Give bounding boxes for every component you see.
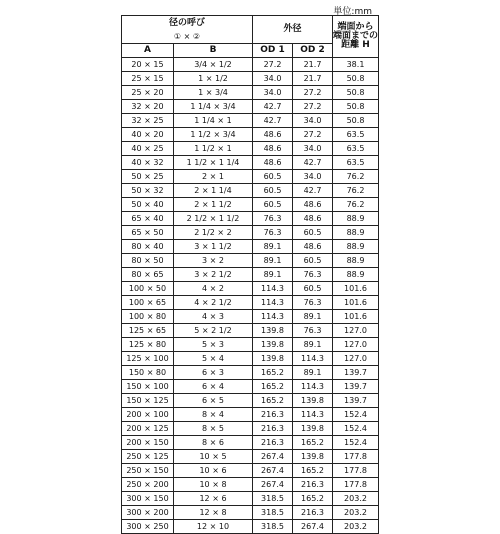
table-row (122, 324, 379, 338)
height-cell: 50.8 (333, 72, 379, 86)
size-b-cell: 3/4 × 1/2 (174, 58, 253, 72)
od2-cell: 76.3 (293, 268, 333, 282)
size-b-cell: 1 × 1/2 (174, 72, 253, 86)
size-a-cell: 50 × 40 (122, 198, 174, 212)
od2-cell: 216.3 (293, 506, 333, 520)
table-row (122, 282, 379, 296)
height-cell: 76.2 (333, 170, 379, 184)
height-cell: 50.8 (333, 114, 379, 128)
table-row (122, 198, 379, 212)
od2-cell: 139.8 (293, 422, 333, 436)
size-a-cell: 200 × 150 (122, 436, 174, 450)
size-b-cell: 3 × 1 1/2 (174, 240, 253, 254)
od1-cell: 114.3 (253, 282, 293, 296)
od1-cell: 27.2 (253, 58, 293, 72)
unit-label: 単位:mm (333, 7, 372, 17)
col-a-header: A (122, 44, 174, 58)
table-row (122, 380, 379, 394)
height-cell: 152.4 (333, 408, 379, 422)
od2-cell: 165.2 (293, 464, 333, 478)
size-a-cell: 20 × 15 (122, 58, 174, 72)
table-row (122, 170, 379, 184)
od2-cell: 27.2 (293, 128, 333, 142)
size-title: 径の呼び (168, 17, 205, 28)
size-a-cell: 150 × 100 (122, 380, 174, 394)
size-a-cell: 150 × 80 (122, 366, 174, 380)
height-cell: 50.8 (333, 86, 379, 100)
height-cell: 63.5 (333, 142, 379, 156)
od1-cell: 114.3 (253, 310, 293, 324)
od1-cell: 89.1 (253, 268, 293, 282)
height-cell: 177.8 (333, 450, 379, 464)
size-header (122, 16, 253, 44)
od1-cell: 76.3 (253, 212, 293, 226)
table-row (122, 72, 379, 86)
height-cell: 203.2 (333, 492, 379, 506)
size-b-cell: 5 × 4 (174, 352, 253, 366)
od1-cell: 139.8 (253, 338, 293, 352)
size-a-cell: 250 × 150 (122, 464, 174, 478)
table-row (122, 58, 379, 72)
table-row (122, 338, 379, 352)
size-a-cell: 40 × 32 (122, 156, 174, 170)
table-row (122, 450, 379, 464)
size-a-cell: 200 × 125 (122, 422, 174, 436)
size-b-cell: 2 × 1 (174, 170, 253, 184)
table-row (122, 296, 379, 310)
od2-cell: 42.7 (293, 156, 333, 170)
od2-cell: 60.5 (293, 226, 333, 240)
size-b-cell: 10 × 8 (174, 478, 253, 492)
table-row (122, 436, 379, 450)
size-a-cell: 300 × 150 (122, 492, 174, 506)
od2-cell: 89.1 (293, 310, 333, 324)
od1-header: OD 1 (253, 44, 293, 58)
size-a-cell: 65 × 50 (122, 226, 174, 240)
height-cell: 127.0 (333, 352, 379, 366)
height-cell: 203.2 (333, 520, 379, 534)
size-a-cell: 32 × 25 (122, 114, 174, 128)
height-cell: 63.5 (333, 128, 379, 142)
size-b-cell: 4 × 3 (174, 310, 253, 324)
od2-cell: 139.8 (293, 394, 333, 408)
od2-cell: 114.3 (293, 408, 333, 422)
od1-cell: 216.3 (253, 436, 293, 450)
height-cell: 101.6 (333, 296, 379, 310)
size-a-cell: 125 × 100 (122, 352, 174, 366)
height-cell: 38.1 (333, 58, 379, 72)
od1-cell: 48.6 (253, 156, 293, 170)
size-b-cell: 10 × 5 (174, 450, 253, 464)
od1-cell: 89.1 (253, 254, 293, 268)
height-cell: 63.5 (333, 156, 379, 170)
height-cell: 101.6 (333, 282, 379, 296)
od1-cell: 60.5 (253, 170, 293, 184)
height-cell: 177.8 (333, 464, 379, 478)
height-cell: 127.0 (333, 324, 379, 338)
od2-cell: 165.2 (293, 436, 333, 450)
size-a-cell: 80 × 50 (122, 254, 174, 268)
size-a-cell: 250 × 200 (122, 478, 174, 492)
height-cell: 139.7 (333, 366, 379, 380)
od1-cell: 48.6 (253, 142, 293, 156)
table-row (122, 184, 379, 198)
table-row (122, 226, 379, 240)
height-header (333, 16, 379, 58)
size-b-cell: 8 × 6 (174, 436, 253, 450)
od2-cell: 89.1 (293, 366, 333, 380)
table-row (122, 86, 379, 100)
size-a-cell: 250 × 125 (122, 450, 174, 464)
od1-cell: 42.7 (253, 100, 293, 114)
od2-cell: 34.0 (293, 114, 333, 128)
od2-cell: 89.1 (293, 338, 333, 352)
table-row (122, 100, 379, 114)
od1-cell: 267.4 (253, 478, 293, 492)
size-b-cell: 5 × 3 (174, 338, 253, 352)
size-b-cell: 10 × 6 (174, 464, 253, 478)
od1-cell: 60.5 (253, 198, 293, 212)
od2-cell: 114.3 (293, 352, 333, 366)
height-cell: 177.8 (333, 478, 379, 492)
od2-cell: 216.3 (293, 478, 333, 492)
height-cell: 76.2 (333, 198, 379, 212)
table-body (122, 58, 379, 534)
od2-cell: 76.3 (293, 324, 333, 338)
size-a-cell: 80 × 40 (122, 240, 174, 254)
od2-cell: 27.2 (293, 86, 333, 100)
od2-cell: 139.8 (293, 450, 333, 464)
height-header-line1: 端面から (337, 22, 374, 32)
od1-cell: 318.5 (253, 520, 293, 534)
size-b-cell: 1 × 3/4 (174, 86, 253, 100)
table-row (122, 142, 379, 156)
od2-cell: 48.6 (293, 198, 333, 212)
od2-cell: 60.5 (293, 254, 333, 268)
size-b-cell: 2 1/2 × 2 (174, 226, 253, 240)
height-cell: 139.7 (333, 394, 379, 408)
od2-cell: 34.0 (293, 170, 333, 184)
size-a-cell: 40 × 20 (122, 128, 174, 142)
size-b-cell: 6 × 4 (174, 380, 253, 394)
height-cell: 152.4 (333, 436, 379, 450)
size-a-cell: 300 × 250 (122, 520, 174, 534)
height-cell: 139.7 (333, 380, 379, 394)
height-header-line2: 端面までの (333, 31, 379, 41)
size-a-cell: 80 × 65 (122, 268, 174, 282)
size-b-cell: 3 × 2 (174, 254, 253, 268)
od1-cell: 165.2 (253, 380, 293, 394)
size-b-cell: 8 × 4 (174, 408, 253, 422)
size-b-cell: 1 1/2 × 3/4 (174, 128, 253, 142)
table-row (122, 212, 379, 226)
od2-cell: 27.2 (293, 100, 333, 114)
od1-cell: 42.7 (253, 114, 293, 128)
height-cell: 203.2 (333, 506, 379, 520)
size-b-cell: 2 × 1 1/2 (174, 198, 253, 212)
size-a-cell: 125 × 80 (122, 338, 174, 352)
size-a-cell: 25 × 15 (122, 72, 174, 86)
od1-cell: 89.1 (253, 240, 293, 254)
od1-cell: 34.0 (253, 72, 293, 86)
size-subtitle: ① × ② (173, 31, 201, 41)
table-row (122, 156, 379, 170)
size-b-cell: 1 1/2 × 1 1/4 (174, 156, 253, 170)
height-cell: 88.9 (333, 240, 379, 254)
od2-cell: 48.6 (293, 240, 333, 254)
spec-table (121, 15, 379, 534)
table-row (122, 240, 379, 254)
od2-cell: 42.7 (293, 184, 333, 198)
table-row (122, 366, 379, 380)
size-b-cell: 8 × 5 (174, 422, 253, 436)
od1-cell: 318.5 (253, 492, 293, 506)
od2-cell: 114.3 (293, 380, 333, 394)
table-row (122, 114, 379, 128)
height-cell: 88.9 (333, 212, 379, 226)
od1-cell: 114.3 (253, 296, 293, 310)
size-b-cell: 4 × 2 1/2 (174, 296, 253, 310)
size-b-cell: 1 1/2 × 1 (174, 142, 253, 156)
height-header-line3: 距離 H (341, 40, 370, 50)
od2-cell: 34.0 (293, 142, 333, 156)
od1-cell: 139.8 (253, 352, 293, 366)
od1-cell: 267.4 (253, 464, 293, 478)
size-a-cell: 25 × 20 (122, 86, 174, 100)
height-cell: 50.8 (333, 100, 379, 114)
size-a-cell: 200 × 100 (122, 408, 174, 422)
od1-cell: 318.5 (253, 506, 293, 520)
table-row (122, 492, 379, 506)
size-b-cell: 3 × 2 1/2 (174, 268, 253, 282)
col-b-header: B (174, 44, 253, 58)
od1-cell: 139.8 (253, 324, 293, 338)
size-b-cell: 1 1/4 × 1 (174, 114, 253, 128)
table-row (122, 268, 379, 282)
od2-cell: 165.2 (293, 492, 333, 506)
size-a-cell: 100 × 65 (122, 296, 174, 310)
size-a-cell: 50 × 32 (122, 184, 174, 198)
height-cell: 152.4 (333, 422, 379, 436)
size-b-cell: 12 × 10 (174, 520, 253, 534)
od2-cell: 21.7 (293, 72, 333, 86)
table-row (122, 394, 379, 408)
table-row (122, 464, 379, 478)
od1-cell: 267.4 (253, 450, 293, 464)
size-a-cell: 150 × 125 (122, 394, 174, 408)
od1-cell: 48.6 (253, 128, 293, 142)
table-row (122, 310, 379, 324)
table-row (122, 254, 379, 268)
size-a-cell: 300 × 200 (122, 506, 174, 520)
size-b-cell: 1 1/4 × 3/4 (174, 100, 253, 114)
size-b-cell: 5 × 2 1/2 (174, 324, 253, 338)
size-a-cell: 50 × 25 (122, 170, 174, 184)
od2-cell: 267.4 (293, 520, 333, 534)
od2-cell: 21.7 (293, 58, 333, 72)
table-row (122, 478, 379, 492)
size-b-cell: 2 × 1 1/4 (174, 184, 253, 198)
height-cell: 76.2 (333, 184, 379, 198)
size-a-cell: 100 × 80 (122, 310, 174, 324)
size-a-cell: 32 × 20 (122, 100, 174, 114)
height-cell: 88.9 (333, 254, 379, 268)
od1-cell: 34.0 (253, 86, 293, 100)
size-a-cell: 65 × 40 (122, 212, 174, 226)
od1-cell: 216.3 (253, 408, 293, 422)
size-b-cell: 6 × 3 (174, 366, 253, 380)
od2-cell: 48.6 (293, 212, 333, 226)
height-cell: 101.6 (333, 310, 379, 324)
table-row (122, 520, 379, 534)
outer-diameter-header: 外径 (253, 16, 333, 44)
od1-cell: 60.5 (253, 184, 293, 198)
size-a-cell: 40 × 25 (122, 142, 174, 156)
od1-cell: 76.3 (253, 226, 293, 240)
size-b-cell: 12 × 6 (174, 492, 253, 506)
od1-cell: 216.3 (253, 422, 293, 436)
height-cell: 88.9 (333, 268, 379, 282)
size-a-cell: 100 × 50 (122, 282, 174, 296)
od1-cell: 165.2 (253, 366, 293, 380)
table-row (122, 422, 379, 436)
size-b-cell: 4 × 2 (174, 282, 253, 296)
table-row (122, 128, 379, 142)
table-row (122, 408, 379, 422)
size-b-cell: 6 × 5 (174, 394, 253, 408)
size-a-cell: 125 × 65 (122, 324, 174, 338)
table-row (122, 352, 379, 366)
height-cell: 88.9 (333, 226, 379, 240)
od1-cell: 165.2 (253, 394, 293, 408)
size-b-cell: 2 1/2 × 1 1/2 (174, 212, 253, 226)
od2-cell: 60.5 (293, 282, 333, 296)
size-b-cell: 12 × 8 (174, 506, 253, 520)
table-row (122, 506, 379, 520)
od2-cell: 76.3 (293, 296, 333, 310)
od2-header: OD 2 (293, 44, 333, 58)
height-cell: 127.0 (333, 338, 379, 352)
